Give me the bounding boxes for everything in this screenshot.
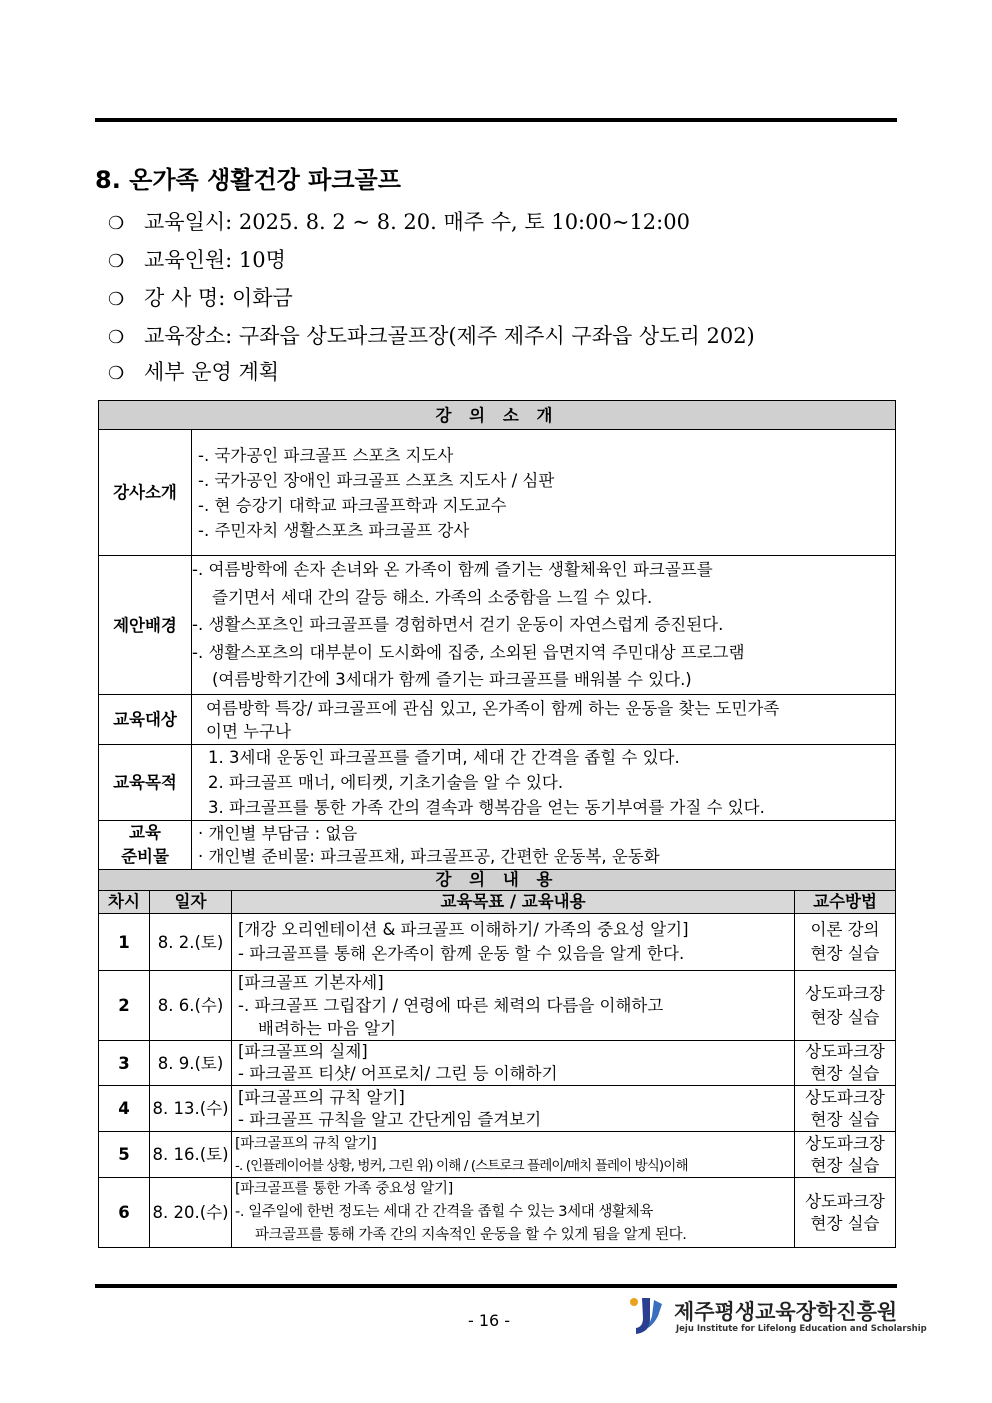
text-line: (여름방학기간에 3세대가 함께 즐기는 파크골프를 배워볼 수 있다.) (212, 670, 692, 690)
column-header-method: 교수방법 (795, 891, 896, 914)
text-line: 현장 실습 (810, 1064, 880, 1083)
bullet-instructor (108, 282, 293, 312)
instructor-label: 강사소개 (99, 430, 192, 556)
session-date: 8. 2.(토) (150, 914, 232, 971)
session-date: 8. 6.(수) (150, 971, 232, 1041)
text-line: 현장 실습 (810, 1007, 880, 1027)
text-line: 현장 실습 (810, 1155, 880, 1175)
session-number: 3 (99, 1041, 150, 1086)
text-line: 1. 3세대 운동인 파크골프를 즐기며, 세대 간 간격을 좁힐 수 있다. (208, 748, 680, 767)
text-line: · 개인별 준비물: 파크골프채, 파크골프공, 간편한 운동복, 운동화 (198, 847, 660, 866)
bullet-text: 세부 운영 계획 (144, 360, 280, 384)
text-line: 파크골프를 통해 가족 간의 지속적인 운동을 할 수 있게 됨을 알게 된다. (255, 1227, 687, 1243)
bullet-headcount (108, 244, 286, 274)
text-line: 배려하는 마음 알기 (258, 1019, 397, 1038)
goals-cell (192, 745, 896, 821)
bullet-location (108, 320, 755, 350)
session-number: 4 (99, 1086, 150, 1132)
institution-logo (628, 1294, 927, 1342)
table-row (99, 1041, 896, 1086)
text-line: 3. 파크골프를 통한 가족 간의 결속과 행복감을 얻는 동기부여를 가질 수 있다. (208, 798, 765, 817)
text-line: -. 현 승강기 대학교 파크골프학과 지도교수 (198, 495, 507, 515)
logo-korean-name: 제주평생교육장학진흥원 (674, 1300, 898, 1324)
goals-label: 교육목적 (99, 745, 192, 821)
top-rule (95, 118, 897, 122)
institute-logo-icon (628, 1294, 670, 1338)
text-line: -. 주민자치 생활스포츠 파크골프 강사 (198, 520, 470, 540)
text-line: 여름방학 특강/ 파크골프에 관심 있고, 온가족이 함께 하는 운동을 찾는 도민가족 (206, 698, 780, 718)
session-date: 8. 13.(수) (150, 1086, 232, 1132)
target-cell (192, 695, 896, 745)
page-number: - 16 - (468, 1311, 511, 1330)
intro-header: 강 의 소 개 (99, 401, 896, 430)
session-content (232, 914, 795, 971)
text-line: [파크골프를 통한 가족 중요성 알기] (235, 1181, 453, 1197)
section-title: 8. 온가족 생활건강 파크골프 (95, 166, 401, 194)
circle-bullet-icon: ❍ (108, 327, 125, 348)
label-line: 준비물 (121, 847, 169, 866)
target-label: 교육대상 (99, 695, 192, 745)
text-line: · 개인별 부담금 : 없음 (198, 824, 358, 843)
text-line: 즐기면서 세대 간의 갈등 해소. 가족의 소중함을 느낄 수 있다. (212, 587, 653, 607)
text-line: 상도파크장 (805, 1087, 885, 1107)
text-line: -. 일주일에 한번 정도는 세대 간 간격을 좁힐 수 있는 3세대 생활체육 (235, 1204, 653, 1220)
bullet-plan (108, 356, 279, 386)
session-content (232, 1178, 795, 1248)
text-line: [파크골프의 규칙 알기] (238, 1087, 405, 1107)
label-line: 교육 (129, 823, 161, 842)
text-line: 상도파크장 (805, 1191, 885, 1211)
text-line: -. (인플레이어블 상황, 벙커, 그린 위) 이해 / (스트로크 플레이/매치 플레이 방식)이해 (235, 1157, 688, 1174)
session-method (795, 1086, 896, 1132)
text-line: [개강 오리엔테이션 & 파크골프 이해하기/ 가족의 중요성 알기] (238, 920, 689, 939)
text-line: -. 파크골프 그립잡기 / 연령에 따른 체력의 다름을 이해하고 (238, 996, 664, 1015)
text-line: [파크골프의 규칙 알기] (235, 1135, 377, 1152)
text-line: 현장 실습 (810, 1213, 880, 1233)
supplies-cell (192, 821, 896, 870)
table-row (99, 971, 896, 1041)
text-line: 2. 파크골프 매너, 에티켓, 기초기술을 알 수 있다. (208, 773, 564, 792)
text-line: 상도파크장 (805, 983, 885, 1003)
circle-bullet-icon: ❍ (108, 289, 125, 310)
session-number: 5 (99, 1132, 150, 1178)
session-content (232, 1086, 795, 1132)
session-number: 2 (99, 971, 150, 1041)
table-row (99, 1132, 896, 1178)
supplies-label (99, 821, 192, 870)
text-line: - 파크골프 티샷/ 어프로치/ 그린 등 이해하기 (238, 1064, 558, 1083)
text-line: -. 국가공인 파크골프 스포츠 지도사 (198, 445, 454, 465)
text-line: 상도파크장 (805, 1133, 885, 1153)
column-header-date: 일자 (150, 891, 232, 914)
session-method (795, 1178, 896, 1248)
session-number: 6 (99, 1178, 150, 1248)
bottom-rule (95, 1284, 897, 1288)
bullet-schedule (108, 206, 690, 236)
session-content (232, 1041, 795, 1086)
session-method (795, 914, 896, 971)
session-date: 8. 9.(토) (150, 1041, 232, 1086)
instructor-cell (192, 430, 896, 556)
session-date: 8. 20.(수) (150, 1178, 232, 1248)
session-number: 1 (99, 914, 150, 971)
text-line: 이면 누구나 (206, 721, 291, 741)
column-header-content: 교육목표 / 교육내용 (232, 891, 795, 914)
text-line: [파크골프 기본자세] (238, 973, 384, 992)
text-line: -. 생활스포츠인 파크골프를 경험하면서 걷기 운동이 자연스럽게 증진된다. (192, 615, 724, 635)
background-cell (192, 556, 896, 695)
text-line: 이론 강의 (810, 920, 880, 939)
table-row (99, 1086, 896, 1132)
session-method (795, 1132, 896, 1178)
text-line: - 파크골프 규칙을 알고 간단게임 즐겨보기 (238, 1109, 542, 1129)
text-line: -. 국가공인 장애인 파크골프 스포츠 지도사 / 심판 (198, 470, 555, 490)
column-header-session: 차시 (99, 891, 150, 914)
circle-bullet-icon: ❍ (108, 213, 125, 234)
session-method (795, 971, 896, 1041)
text-line: - 파크골프를 통해 온가족이 함께 운동 할 수 있음을 알게 한다. (238, 944, 685, 963)
session-content (232, 1132, 795, 1178)
circle-bullet-icon: ❍ (108, 251, 125, 272)
text-line: -. 생활스포츠의 대부분이 도시화에 집중, 소외된 읍면지역 주민대상 프로그램 (192, 642, 745, 662)
table-row (99, 914, 896, 971)
text-line: 상도파크장 (805, 1042, 885, 1061)
text-line: -. 여름방학에 손자 손녀와 온 가족이 함께 즐기는 생활체육인 파크골프를 (192, 560, 713, 580)
table-row (99, 1178, 896, 1248)
text-line: 현장 실습 (810, 1109, 880, 1129)
text-line: 현장 실습 (810, 944, 880, 963)
logo-english-name: Jeju Institute for Lifelong Education and Scholarship (676, 1324, 927, 1334)
background-label: 제안배경 (99, 556, 192, 695)
circle-bullet-icon: ❍ (108, 363, 125, 384)
bullet-text: 강 사 명: 이화금 (144, 286, 293, 310)
session-content (232, 971, 795, 1041)
content-header: 강 의 내 용 (99, 870, 896, 891)
session-date: 8. 16.(토) (150, 1132, 232, 1178)
plan-table (98, 400, 896, 1248)
bullet-text: 교육장소: 구좌읍 상도파크골프장(제주 제주시 구좌읍 상도리 202) (144, 324, 755, 348)
bullet-text: 교육인원: 10명 (144, 248, 286, 272)
session-method (795, 1041, 896, 1086)
text-line: [파크골프의 실제] (238, 1042, 368, 1061)
bullet-text: 교육일시: 2025. 8. 2 ~ 8. 20. 매주 수, 토 10:00~12:00 (144, 210, 690, 234)
